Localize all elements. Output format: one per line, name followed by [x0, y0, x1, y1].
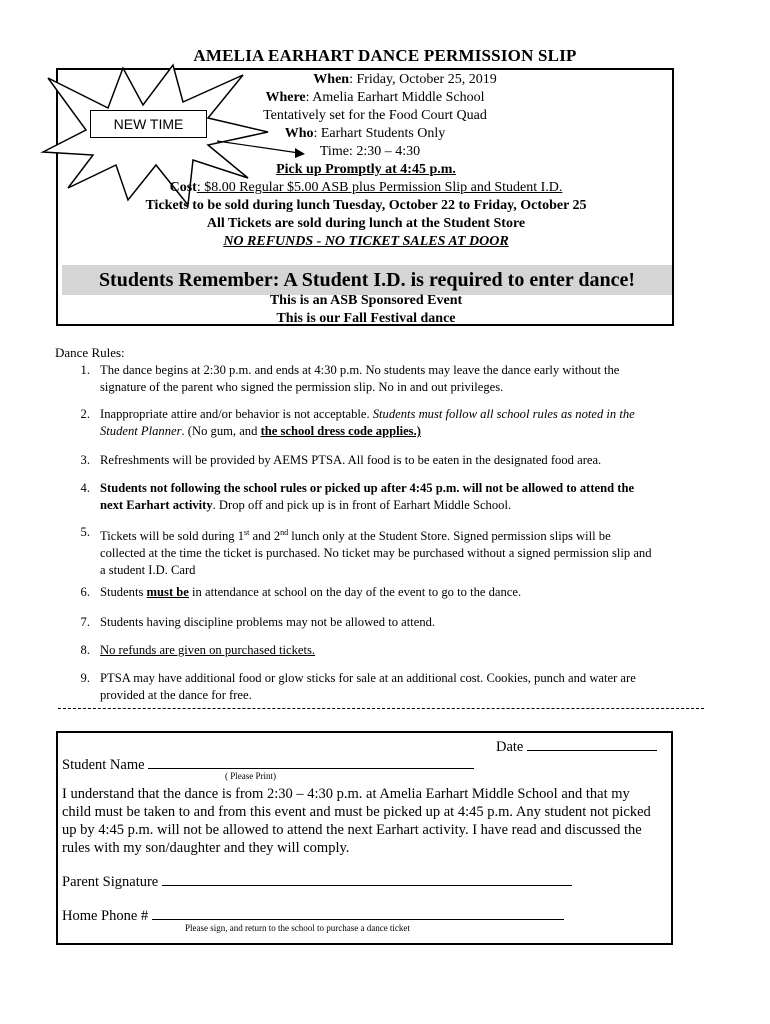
date-label: Date: [496, 739, 524, 755]
where-value: : Amelia Earhart Middle School: [305, 90, 485, 105]
no-refunds-line: NO REFUNDS - NO TICKET SALES AT DOOR: [223, 234, 509, 249]
home-phone-input[interactable]: [152, 905, 564, 920]
who-label: Who: [284, 126, 314, 141]
where-label: Where: [265, 90, 306, 105]
page-title: AMELIA EARHART DANCE PERMISSION SLIP: [193, 46, 577, 65]
tickets-sold-line: Tickets to be sold during lunch Tuesday, October 22 to Friday, October 25: [145, 198, 587, 213]
date-field: [496, 736, 657, 756]
all-tickets-line: All Tickets are sold during lunch at the Student Store: [206, 216, 526, 231]
sponsor-line-2: This is our Fall Festival dance: [276, 311, 456, 326]
who-value: : Earhart Students Only: [313, 126, 446, 141]
footer-note: Please sign, and return to the school to purchase a dance ticket: [185, 923, 410, 933]
when-label: When: [313, 72, 350, 87]
cut-line: [58, 708, 704, 709]
cost-value: : $8.00 Regular $5.00 ASB plus Permission Slip and Student I.D.: [196, 180, 563, 195]
home-phone-field: [62, 905, 564, 925]
sponsor-line-1: This is an ASB Sponsored Event: [269, 293, 463, 308]
new-time-badge: NEW TIME: [90, 110, 207, 138]
student-id-banner: Students Remember: A Student I.D. is required to enter dance!: [62, 265, 672, 295]
cost-label: Cost: [169, 180, 197, 195]
please-print-note: ( Please Print): [225, 771, 276, 781]
date-input[interactable]: [527, 736, 657, 751]
statement: I understand that the dance is from 2:30 – 4:30 p.m. at Amelia Earhart Middle School and that my child must be taken to and from this event and must be picked up at 4:45 p.m. Any student not picked up by 4:45 p.m. will not be allowed to attend the next Earhart activity. I have read and discussed the rules with my son/daughter and they will comply.: [62, 786, 651, 856]
pickup-line: Pick up Promptly at 4:45 p.m.: [276, 162, 456, 177]
time-line: Time: 2:30 – 4:30: [319, 144, 421, 159]
who-line: [230, 125, 500, 143]
student-name-input[interactable]: [148, 754, 474, 769]
parent-signature-input[interactable]: [162, 871, 572, 886]
cost-line: [56, 179, 676, 197]
parent-signature-label: Parent Signature: [62, 874, 159, 890]
home-phone-label: Home Phone #: [62, 908, 149, 924]
rules-heading: Dance Rules:: [55, 345, 125, 360]
when-line: [270, 71, 540, 89]
student-name-label: Student Name: [62, 757, 145, 773]
when-value: : Friday, October 25, 2019: [349, 72, 497, 87]
parent-signature-field: [62, 871, 572, 891]
where-line: [240, 89, 510, 107]
tentative-line: Tentatively set for the Food Court Quad: [263, 108, 487, 123]
